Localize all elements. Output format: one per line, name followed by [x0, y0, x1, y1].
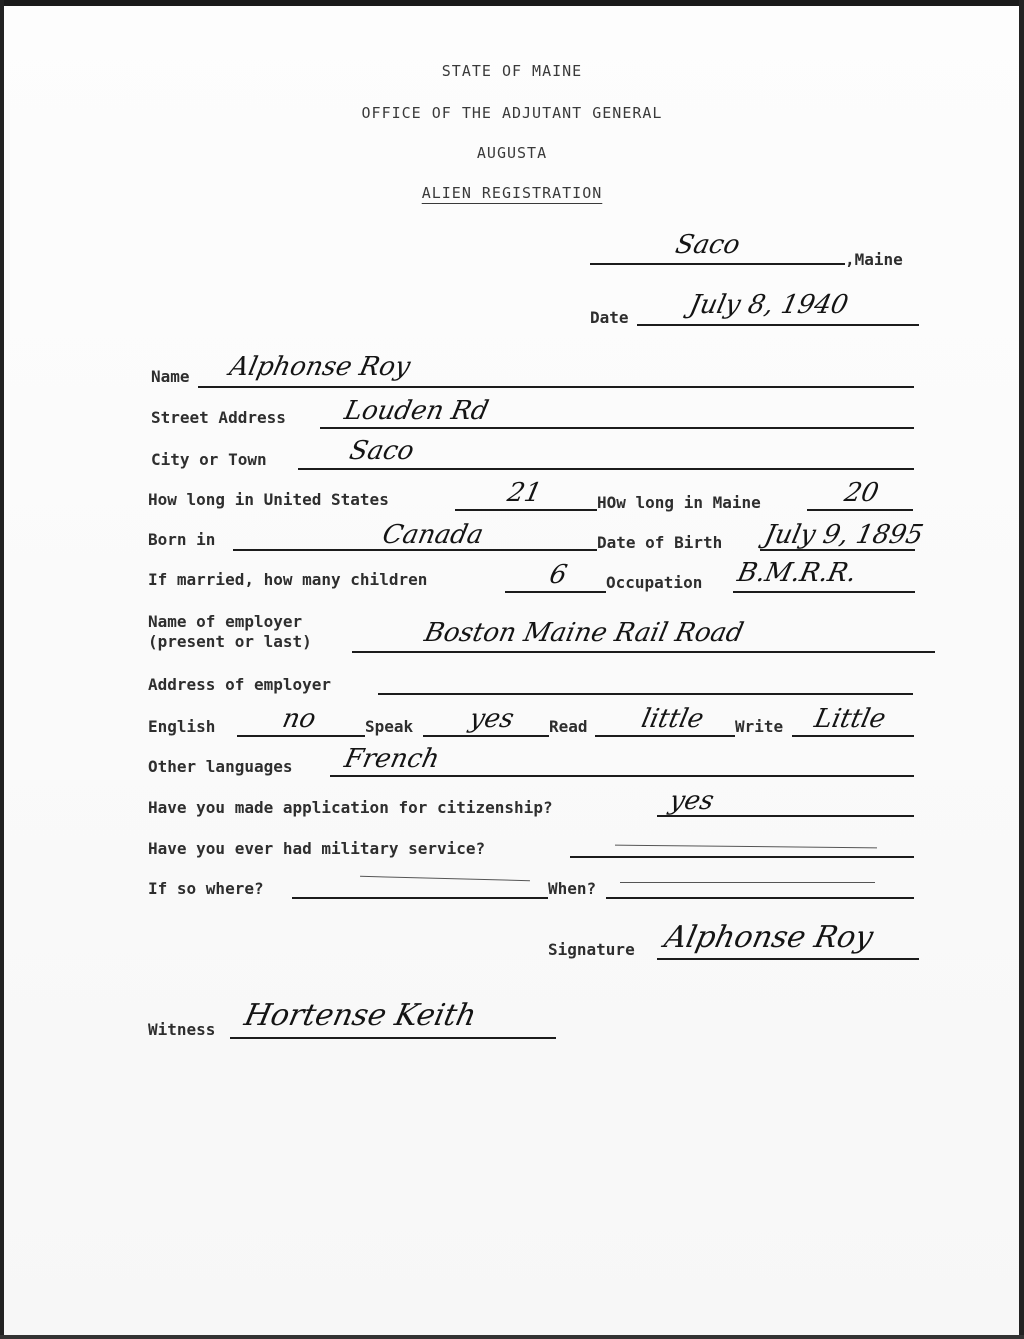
english-value: no	[279, 704, 319, 734]
maine-years-line	[807, 509, 913, 511]
witness-value: Hortense Keith	[241, 998, 480, 1033]
military-dash-stroke	[615, 845, 877, 849]
maine-years-value: 20	[841, 478, 882, 508]
where-line	[292, 897, 548, 899]
children-value: 6	[546, 560, 570, 590]
scan-edge-bottom	[0, 1335, 1024, 1339]
where-dash-stroke	[360, 876, 530, 881]
town-value: Saco	[672, 230, 743, 260]
date-line	[637, 324, 919, 326]
dob-value: July 9, 1895	[761, 520, 926, 550]
citizenship-label: Have you made application for citizenship?	[148, 798, 553, 817]
dob-label: Date of Birth	[597, 533, 723, 552]
signature-label: Signature	[548, 940, 635, 959]
witness-line	[230, 1037, 556, 1039]
city-label: City or Town	[151, 450, 267, 469]
children-label: If married, how many children	[148, 570, 428, 589]
employer-value: Boston Maine Rail Road	[421, 618, 747, 648]
employer-label-2: (present or last)	[148, 632, 312, 651]
other-languages-value: French	[341, 744, 443, 774]
street-label: Street Address	[151, 408, 286, 427]
other-languages-label: Other languages	[148, 757, 293, 776]
write-line	[792, 735, 914, 737]
us-years-label: How long in United States	[148, 490, 389, 509]
children-line	[505, 591, 606, 593]
scan-edge-top	[0, 0, 1024, 6]
occupation-value: B.M.R.R.	[734, 558, 860, 588]
occupation-label: Occupation	[606, 573, 703, 592]
signature-line	[657, 958, 919, 960]
employer-label-1: Name of employer	[148, 612, 303, 631]
born-in-value: Canada	[379, 520, 486, 550]
when-dash-stroke	[620, 882, 875, 883]
english-line	[237, 735, 365, 737]
read-label: Read	[549, 717, 588, 736]
street-line	[320, 427, 914, 429]
us-years-value: 21	[504, 478, 545, 508]
where-label: If so where?	[148, 879, 264, 898]
header-state: STATE OF MAINE	[441, 62, 583, 80]
date-label: Date	[590, 308, 629, 327]
write-label: Write	[735, 717, 784, 736]
speak-value: yes	[466, 704, 517, 734]
other-languages-line	[330, 775, 914, 777]
form-title: ALIEN REGISTRATION	[421, 184, 603, 202]
citizenship-value: yes	[666, 786, 717, 816]
employer-line	[352, 651, 935, 653]
city-line	[298, 468, 914, 470]
town-label: ,Maine	[845, 250, 903, 269]
military-label: Have you ever had military service?	[148, 839, 486, 858]
witness-label: Witness	[148, 1020, 216, 1039]
when-label: When?	[548, 879, 597, 898]
header-city: AUGUSTA	[476, 144, 548, 162]
when-line	[606, 897, 914, 899]
us-years-line	[455, 509, 597, 511]
name-value: Alphonse Roy	[226, 352, 413, 382]
occupation-line	[733, 591, 915, 593]
employer-address-label: Address of employer	[148, 675, 332, 694]
read-line	[595, 735, 735, 737]
city-value: Saco	[346, 436, 417, 466]
employer-address-line	[378, 693, 913, 695]
maine-years-label: HOw long in Maine	[597, 493, 761, 512]
signature-value: Alphonse Roy	[661, 920, 877, 955]
speak-line	[423, 735, 549, 737]
read-value: little	[638, 704, 707, 734]
write-value: Little	[811, 704, 889, 734]
date-value: July 8, 1940	[686, 290, 851, 320]
street-value: Louden Rd	[341, 396, 492, 426]
military-line	[570, 856, 914, 858]
town-line	[590, 263, 845, 265]
name-line	[198, 386, 914, 388]
name-label: Name	[151, 367, 190, 386]
header-office: OFFICE OF THE ADJUTANT GENERAL	[361, 104, 663, 122]
born-in-label: Born in	[148, 530, 216, 549]
speak-label: Speak	[365, 717, 414, 736]
english-label: English	[148, 717, 216, 736]
